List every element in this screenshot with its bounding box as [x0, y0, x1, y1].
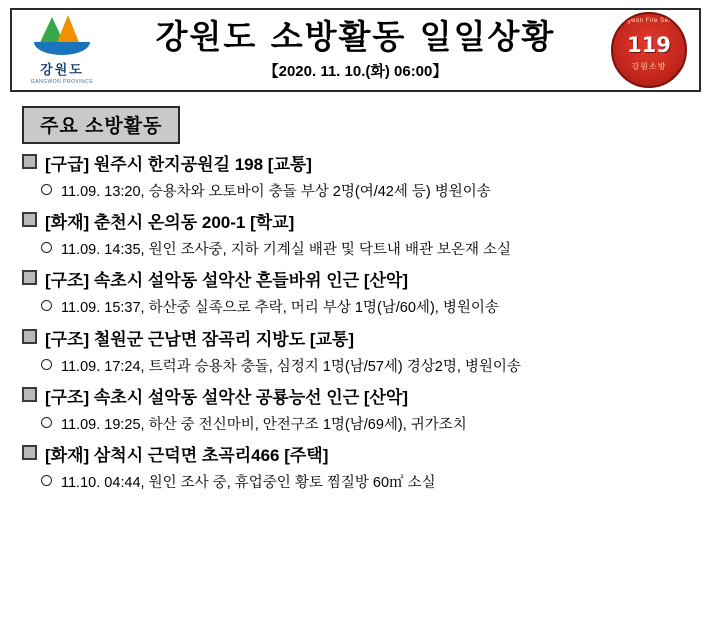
list-item	[22, 445, 699, 493]
incident-title: [구조] 속초시 설악동 설악산 흔들바위 인근 [산악]	[45, 271, 409, 291]
incident-detail-row	[41, 240, 699, 260]
emblem-top-text: Gangwon Fire Service	[614, 18, 684, 24]
incident-title-row	[22, 154, 699, 177]
incident-detail: 11.09. 15:37, 하산중 실족으로 추락, 머리 부상 1명(남/60세), 병원이송	[61, 300, 499, 317]
incident-title: [화재] 춘천시 온의동 200-1 [학교]	[45, 213, 295, 233]
incident-title-row	[22, 445, 699, 468]
document-header	[10, 8, 701, 92]
square-bullet-icon	[22, 212, 37, 227]
circle-bullet-icon	[41, 242, 52, 253]
square-bullet-icon	[22, 445, 37, 460]
incident-detail-row	[41, 182, 699, 202]
section-title: 주요 소방활동	[22, 106, 180, 144]
circle-bullet-icon	[41, 184, 52, 195]
incident-detail: 11.09. 17:24, 트럭과 승용차 충돌, 심정지 1명(남/57세) 경상2명, 병원이송	[61, 358, 521, 375]
list-item	[22, 387, 699, 435]
circle-bullet-icon	[41, 359, 52, 370]
incident-detail: 11.09. 14:35, 원인 조사중, 지하 기계실 배관 및 닥트내 배관 보온재 소실	[61, 242, 512, 259]
list-item	[22, 329, 699, 377]
incident-title-row	[22, 270, 699, 293]
emblem-label: 강원소방	[631, 61, 667, 71]
incident-detail: 11.09. 13:20, 승용차와 오토바이 충돌 부상 2명(여/42세 등) 병원이송	[61, 183, 491, 200]
list-item	[22, 154, 699, 202]
incident-title-row	[22, 212, 699, 235]
document-page	[0, 8, 711, 631]
logo-label-ko: 강원도	[40, 62, 84, 77]
incident-title-row	[22, 329, 699, 352]
fire-service-emblem	[599, 10, 699, 90]
page-title: 강원도 소방활동 일일상황	[155, 16, 556, 56]
incident-detail-row	[41, 298, 699, 318]
incident-detail: 11.09. 19:25, 하산 중 전신마비, 안전구조 1명(남/69세), 귀가조치	[61, 416, 467, 433]
gangwon-logo	[12, 10, 112, 90]
gangwon-emblem-icon	[30, 15, 94, 57]
incident-detail-row	[41, 473, 699, 493]
incident-detail-row	[41, 415, 699, 435]
emblem-number: 119	[627, 32, 671, 57]
fire-badge-icon	[611, 12, 687, 88]
square-bullet-icon	[22, 387, 37, 402]
incident-title-row	[22, 387, 699, 410]
incident-detail: 11.10. 04:44, 원인 조사 중, 휴업중인 황토 찜질방 60㎡ 소실	[61, 475, 436, 492]
square-bullet-icon	[22, 270, 37, 285]
incident-list	[0, 154, 711, 493]
circle-bullet-icon	[41, 300, 52, 311]
incident-title: [구조] 철원군 근남면 잠곡리 지방도 [교통]	[45, 329, 355, 349]
logo-label-en: GANGWON PROVINCE	[30, 79, 94, 85]
incident-title: [화재] 삼척시 근덕면 초곡리466 [주택]	[45, 446, 329, 466]
incident-title: [구조] 속초시 설악동 설악산 공룡능선 인근 [산악]	[45, 387, 409, 407]
circle-bullet-icon	[41, 475, 52, 486]
list-item	[22, 212, 699, 260]
square-bullet-icon	[22, 329, 37, 344]
list-item	[22, 270, 699, 318]
title-block	[112, 16, 599, 81]
circle-bullet-icon	[41, 417, 52, 428]
incident-detail-row	[41, 357, 699, 377]
incident-title: [구급] 원주시 한지공원길 198 [교통]	[45, 155, 312, 174]
report-datetime: 【2020. 11. 10.(화) 06:00】	[263, 63, 448, 81]
square-bullet-icon	[22, 154, 37, 169]
